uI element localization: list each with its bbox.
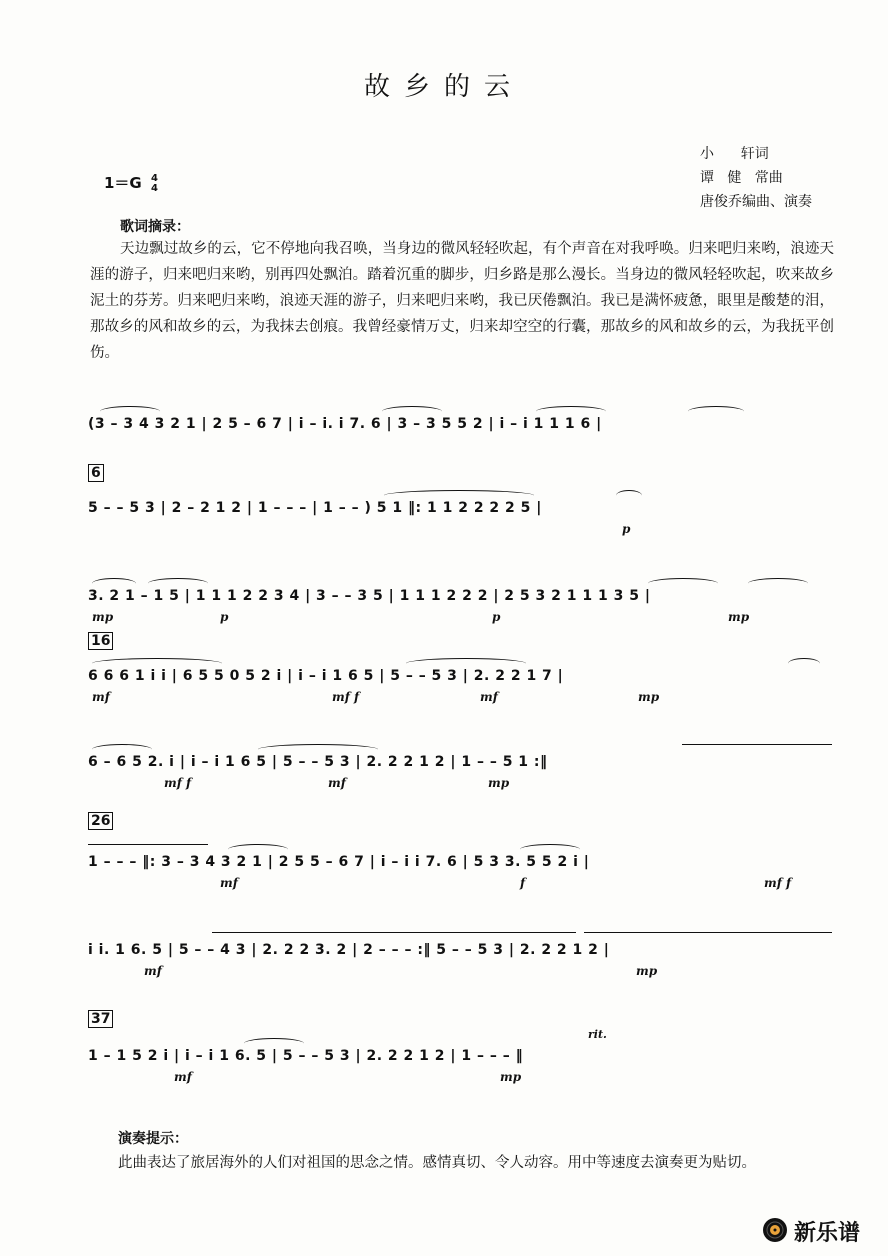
score-line-5: [88, 742, 832, 802]
score-line-1: [88, 404, 832, 464]
lyricist: 小 轩词: [700, 146, 769, 162]
rehearsal-mark-16: 16: [88, 632, 113, 650]
notes: 5 – – 5 3 | 2 – 2 1 2 | 1 – – – | 1 – – ) 5 1 ‖: 1 1 2 2 2 2 5 |: [88, 500, 542, 516]
dynamic-mark: mp: [488, 776, 510, 790]
lyrics-text: 天边飘过故乡的云，它不停地向我召唤，当身边的微风轻轻吹起，有个声音在对我呼唤。归来吧归来哟，浪迹天涯的游子，归来吧归来哟，别再四处飘泊。踏着沉重的脚步，归乡路是那么漫长。当身边的微风轻轻吹起，吹来故乡泥土的芬芳。归来吧归来哟，浪迹天涯的游子，归来吧归来哟，我已厌倦飘泊。我已是满怀疲惫，眼里是酸楚的泪，那故乡的风和故乡的云，为我抹去创痕。我曾经豪情万丈，归来却空空的行囊，那故乡的风和故乡的云，为我抚平创伤。: [90, 241, 834, 361]
key-label: 1＝G: [104, 174, 142, 192]
notes: 1 – – – ‖: 3 – 3 4 3 2 1 | 2 5 5 – 6 7 | i – i i 7. 6 | 5 3 3. 5 5 2 i |: [88, 854, 590, 870]
rehearsal-mark-6: 6: [88, 464, 104, 482]
notes: (3 – 3 4 3 2 1 | 2 5 – 6 7 | i – i. i 7. 6 | 3 – 3 5 5 2 | i – i 1 1 1 6 |: [88, 416, 602, 432]
dynamic-mark: mp: [92, 610, 114, 624]
notes: i i. 1 6. 5 | 5 – – 4 3 | 2. 2 2 3. 2 | 2 – – – :‖ 5 – – 5 3 | 2. 2 2 1 2 |: [88, 942, 610, 958]
notes: 3. 2 1 – 1 5 | 1 1 1 2 2 3 4 | 3 – – 3 5 | 1 1 1 2 2 2 | 2 5 3 2 1 1 1 3 5 |: [88, 588, 651, 604]
dynamic-mark: mp: [500, 1070, 522, 1084]
notes: 6 – 6 5 2. i | i – i 1 6 5 | 5 – – 5 3 | 2. 2 2 1 2 | 1 – – 5 1 :‖: [88, 754, 548, 770]
dynamic-mark: mf f: [764, 876, 792, 890]
dynamic-mark: mf f: [164, 776, 192, 790]
dynamic-mark: f: [520, 876, 526, 890]
score-line-6: [88, 842, 832, 902]
notes: 1 – 1 5 2 i | i – i 1 6. 5 | 5 – – 5 3 | 2. 2 2 1 2 | 1 – – – ‖: [88, 1048, 524, 1064]
score-line-2: [88, 488, 832, 548]
logo-text: 新乐谱: [794, 1221, 861, 1246]
composer: 谭 健 常曲: [700, 170, 783, 186]
dynamic-mark: mf: [220, 876, 238, 890]
notes: 6 6 6 1 i i | 6 5 5 0 5 2 i | i – i 1 6 5 | 5 – – 5 3 | 2. 2 2 1 7 |: [88, 668, 564, 684]
vinyl-record-icon: [762, 1217, 788, 1247]
site-logo: [762, 1216, 860, 1247]
credits: [700, 142, 812, 214]
dynamic-mark: mf: [92, 690, 110, 704]
dynamic-mark: p: [492, 610, 501, 624]
lyrics-heading: 歌词摘录：: [120, 219, 190, 235]
dynamic-mark: mf: [144, 964, 162, 978]
time-signature: [151, 174, 158, 194]
score-line-7: [88, 930, 832, 990]
key-signature: [104, 172, 158, 194]
dynamic-mark: mp: [728, 610, 750, 624]
time-sig-bottom: 4: [150, 182, 158, 194]
dynamic-mark: mp: [638, 690, 660, 704]
performance-hints-text: 此曲表达了旅居海外的人们对祖国的思念之情。感情真切、令人动容。用中等速度去演奏更为贴切。: [118, 1155, 756, 1171]
rehearsal-mark-26: 26: [88, 812, 113, 830]
time-sig-top: 4: [150, 172, 158, 184]
arranger: 唐俊乔编曲、演奏: [700, 194, 812, 210]
page-title: 故乡的云: [363, 72, 524, 102]
dynamic-mark: mf: [328, 776, 346, 790]
rehearsal-mark-37: 37: [88, 1010, 113, 1028]
dynamic-mark: p: [622, 522, 631, 536]
dynamic-mark: mf: [480, 690, 498, 704]
dynamic-mark: p: [220, 610, 229, 624]
dynamic-mark: mf: [174, 1070, 192, 1084]
dynamic-mark: mf f: [332, 690, 360, 704]
dynamic-mark: mp: [636, 964, 658, 978]
score-line-3: [88, 576, 832, 636]
score-line-8: [88, 1028, 832, 1096]
ritardando-mark: rit.: [588, 1028, 607, 1041]
score-line-4: [88, 656, 832, 716]
performance-hints-heading: 演奏提示：: [118, 1131, 188, 1147]
